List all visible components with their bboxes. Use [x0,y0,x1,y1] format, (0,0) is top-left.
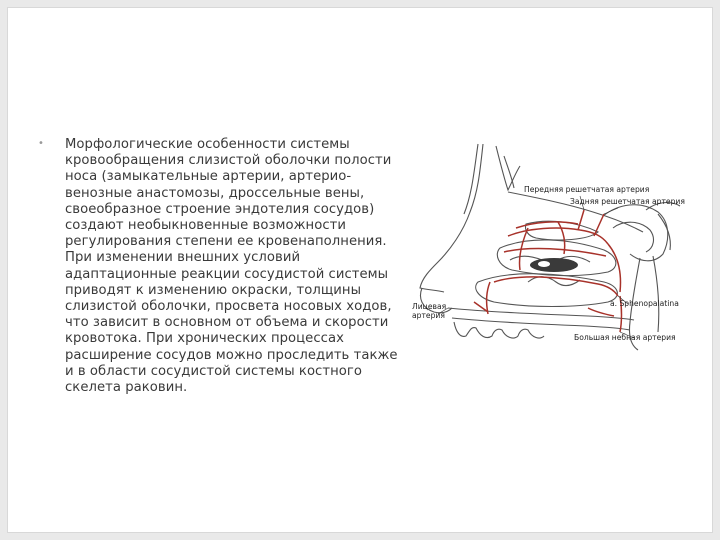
label-anterior-ethmoidal-artery: Передняя решетчатая артерия [524,185,650,194]
label-facial-artery-line2: артерия [412,311,445,320]
title-placeholder [23,23,695,123]
meatus-shadow [530,258,578,272]
bullet-text: Морфологические особенности системы кровообращения слизистой оболочки полости носа (замыкательные артерии, артерио-венозные анастомозы, дроссельные вены, своеобразное строение эндотелия сосудов) создают необыкновенные возможности регулирования степени ее кровенаполнения. При изменении внешних условий адаптационные реакции сосудистой системы приводят к изменению окраски, толщины слизистой оболочки, просвета носовых ходов, что зависит в основном от объема и скорости кровотока. При хронических процессах расширение сосудов можно проследить также и в области сосудистой системы костного скелета раковин. [65,137,398,396]
label-posterior-ethmoidal-artery: Задняя решетчатая артерия [570,197,685,206]
label-greater-palatine-artery: Большая небная артерия [574,333,676,342]
label-facial-artery-line1: Лицевая [412,302,447,311]
nasal-artery-diagram [408,132,693,357]
bone-outlines [420,144,680,350]
slide [8,8,712,532]
label-sphenopalatine-artery: a. Sphenopalatina [610,299,679,308]
meatus-highlight [538,261,550,267]
nasal-anatomy-drawing [408,132,693,357]
bullet-item [38,137,410,396]
bullet-marker: • [38,138,44,149]
